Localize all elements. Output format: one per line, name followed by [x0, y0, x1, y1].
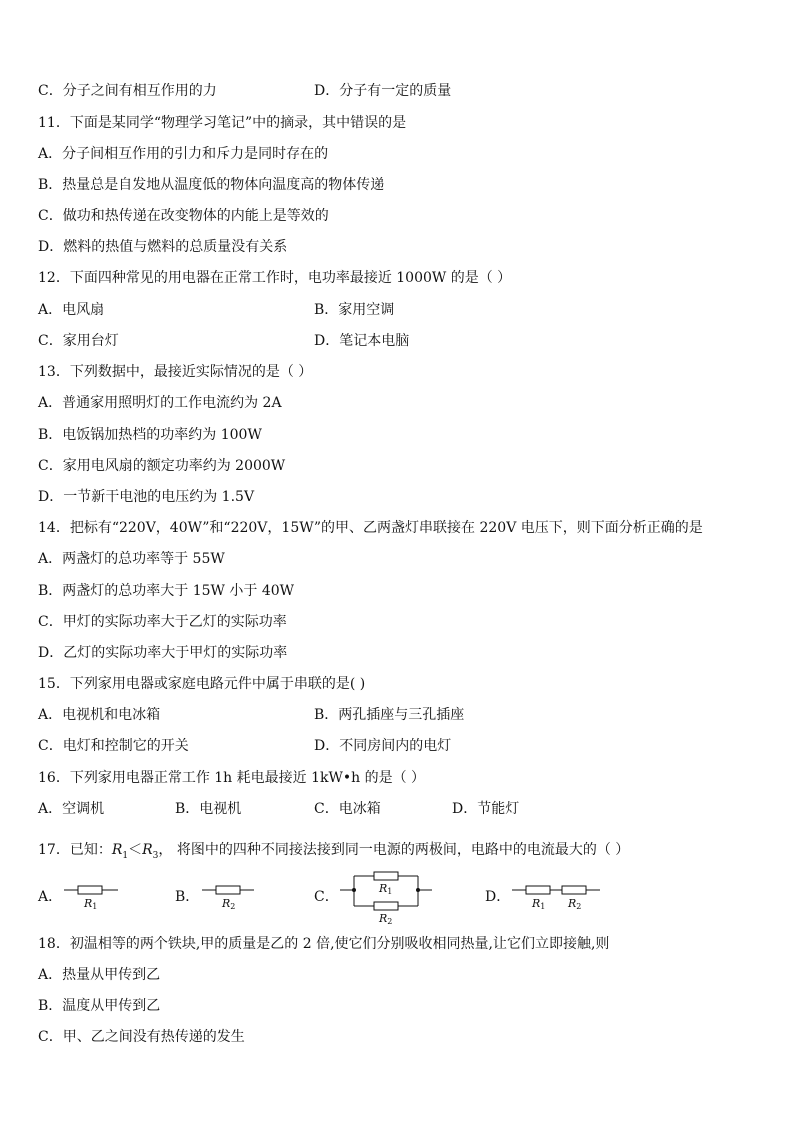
q17-option-a-label: A． [38, 889, 63, 905]
q18-stem: 18．初温相等的两个铁块,甲的质量是乙的 2 倍,使它们分别吸收相同热量,让它们立即接触,则 [38, 936, 610, 952]
q12-option-c: C．家用台灯 [38, 333, 119, 349]
q17-option-d-circuit [510, 876, 610, 916]
q11-option-a: A．分子间相互作用的引力和斥力是同时存在的 [38, 146, 329, 162]
q15-option-b: B．两孔插座与三孔插座 [314, 707, 465, 723]
q15-option-c: C．电灯和控制它的开关 [38, 738, 189, 754]
resistor-r1-label: R1 [84, 897, 98, 911]
q14-option-a: A．两盏灯的总功率等于 55W [38, 551, 225, 567]
q16-stem: 16．下列家用电器正常工作 1h 耗电最接近 1kW•h 的是（ ） [38, 770, 426, 786]
q10-option-d: D．分子有一定的质量 [314, 83, 452, 99]
q11-option-b: B．热量总是自发地从温度低的物体向温度高的物体传递 [38, 177, 385, 193]
q13-option-b: B．电饭锅加热档的功率约为 100W [38, 427, 262, 443]
q17-r1-symbol: R [111, 842, 123, 858]
q16-option-d: D．节能灯 [452, 801, 520, 817]
q17-r1-subscript: 1 [122, 850, 129, 861]
q17-r2-subscript: 3 [152, 850, 159, 861]
q13-option-d: D．一节新干电池的电压约为 1.5V [38, 489, 255, 505]
resistor-r2 [216, 886, 240, 894]
q17-less-than: ＜ [128, 842, 143, 858]
resistor-r2-label: R2 [379, 912, 393, 926]
q13-option-c: C．家用电风扇的额定功率约为 2000W [38, 458, 286, 474]
q13-stem: 13．下列数据中，最接近实际情况的是（ ） [38, 364, 313, 380]
q16-option-b: B．电视机 [175, 801, 242, 817]
q17-option-b-circuit [200, 876, 260, 916]
q15-stem: 15．下列家用电器或家庭电路元件中属于串联的是( ) [38, 676, 366, 692]
resistor-r2 [374, 902, 398, 910]
resistor-r1 [526, 886, 550, 894]
q12-option-b: B．家用空调 [314, 302, 395, 318]
q17-r2-symbol: R [142, 842, 153, 858]
q11-stem: 11．下面是某同学“物理学习笔记”中的摘录，其中错误的是 [38, 115, 407, 131]
q18-option-a: A．热量从甲传到乙 [38, 967, 161, 983]
q17-option-d-label: D． [485, 889, 511, 905]
resistor-r2-label: R2 [568, 897, 582, 911]
q17-option-c-label: C． [314, 889, 339, 905]
q14-stem: 14．把标有“220V，40W”和“220V，15W”的甲、乙两盏灯串联接在 220V 电压下，则下面分析正确的是 [38, 520, 703, 536]
q17-option-b-label: B． [175, 889, 200, 905]
resistor-r1 [78, 886, 102, 894]
q17-prefix: 17．已知： [38, 842, 112, 858]
q17-stem [38, 841, 629, 865]
q14-option-b: B．两盏灯的总功率大于 15W 小于 40W [38, 583, 295, 599]
q14-option-d: D．乙灯的实际功率大于甲灯的实际功率 [38, 645, 288, 661]
q16-option-c: C．电冰箱 [314, 801, 381, 817]
q15-option-a: A．电视机和电冰箱 [38, 707, 161, 723]
q12-option-a: A．电风扇 [38, 302, 105, 318]
q12-stem: 12．下面四种常见的用电器在正常工作时，电功率最接近 1000W 的是（ ） [38, 270, 512, 286]
q18-option-c: C．甲、乙之间没有热传递的发生 [38, 1029, 245, 1045]
q10-option-c: C．分子之间有相互作用的力 [38, 83, 217, 99]
q17-option-a-circuit [62, 876, 122, 916]
q11-option-d: D．燃料的热值与燃料的总质量没有关系 [38, 239, 288, 255]
q16-option-a: A．空调机 [38, 801, 105, 817]
q11-option-c: C．做功和热传递在改变物体的内能上是等效的 [38, 208, 329, 224]
resistor-r1-label: R1 [532, 897, 546, 911]
q17-option-c-circuit [338, 868, 438, 928]
q12-option-d: D．笔记本电脑 [314, 333, 410, 349]
q15-option-d: D．不同房间内的电灯 [314, 738, 452, 754]
q13-option-a: A．普通家用照明灯的工作电流约为 2A [38, 395, 282, 411]
q14-option-c: C．甲灯的实际功率大于乙灯的实际功率 [38, 614, 287, 630]
resistor-r1 [374, 872, 398, 880]
resistor-r1-label: R1 [379, 882, 393, 896]
q18-option-b: B．温度从甲传到乙 [38, 998, 161, 1014]
resistor-r2-label: R2 [222, 897, 236, 911]
resistor-r2 [562, 886, 586, 894]
q17-rest: ， 将图中的四种不同接法接到同一电源的两极间，电路中的电流最大的（ ） [158, 842, 630, 858]
